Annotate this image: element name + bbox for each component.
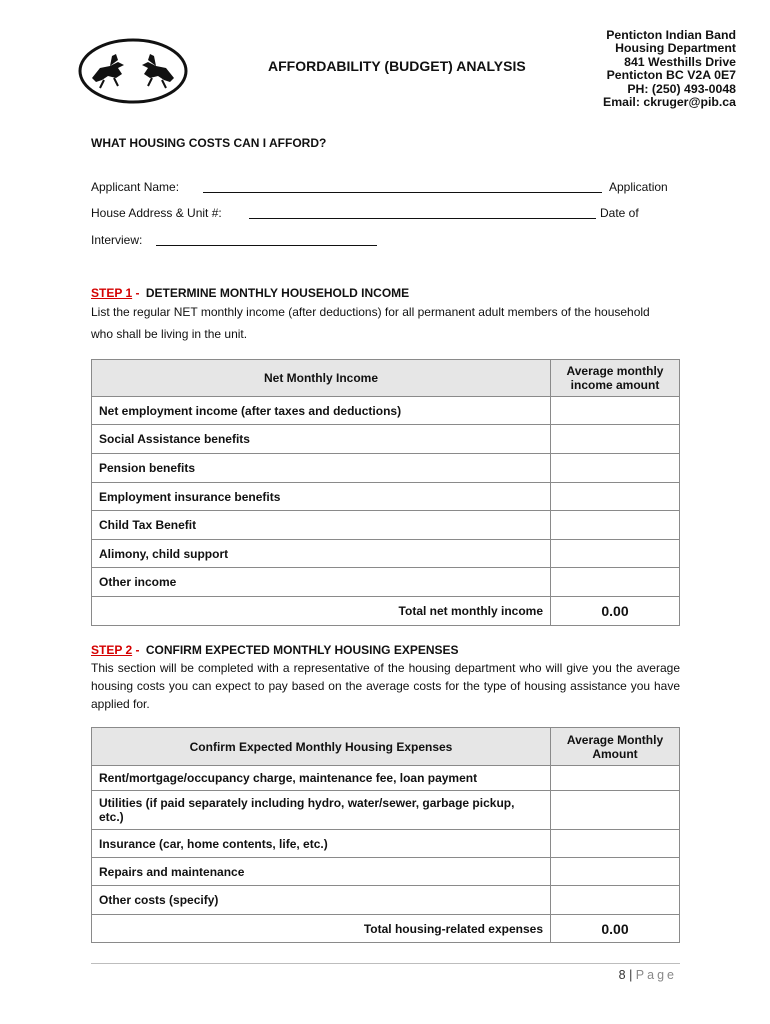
expense-amount-cell[interactable] [551,858,680,886]
house-address-label: House Address & Unit #: [91,206,222,220]
income-amount-header-line2: income amount [570,378,660,392]
step1-label: STEP 1 [91,286,133,300]
table-row [92,425,680,454]
income-row-label: Child Tax Benefit [92,511,551,540]
footer-divider [91,963,680,964]
application-label: Application [609,180,668,194]
page-word: Page [635,968,677,982]
table-row [92,454,680,483]
section-question-heading: WHAT HOUSING COSTS CAN I AFFORD? [91,136,327,150]
income-amount-cell[interactable] [551,454,680,483]
income-table [91,359,680,626]
income-table-header [92,360,680,397]
expenses-amount-header [551,728,680,766]
step1-intro [91,301,650,345]
page-separator: | [629,968,633,982]
income-col-header: Net Monthly Income [92,360,551,397]
applicant-name-field[interactable] [203,182,602,193]
expense-amount-cell[interactable] [551,791,680,830]
income-amount-cell[interactable] [551,425,680,454]
org-phone: PH: (250) 493-0048 [627,81,736,96]
table-row [92,511,680,540]
expenses-col-header: Confirm Expected Monthly Housing Expenses [92,728,551,766]
table-row [92,397,680,425]
step1-title: DETERMINE MONTHLY HOUSEHOLD INCOME [145,286,410,300]
income-amount-cell[interactable] [551,540,680,568]
income-amount-cell[interactable] [551,568,680,597]
organization-address [603,29,736,109]
expenses-total-value: 0.00 [551,915,680,943]
step1-dash: - [135,286,140,300]
interview-label: Interview: [91,233,143,247]
expenses-amount-header-line2: Amount [592,746,638,761]
expenses-total-label: Total housing-related expenses [92,915,551,943]
step2-label: STEP 2 [91,643,133,657]
income-row-label: Other income [92,568,551,597]
page-number: 8 [618,968,626,982]
income-row-label: Social Assistance benefits [92,425,551,454]
income-row-label: Alimony, child support [92,540,551,568]
date-of-label: Date of [600,206,639,220]
income-amount-cell[interactable] [551,511,680,540]
expense-row-label: Insurance (car, home contents, life, etc.) [92,830,551,858]
document-title: AFFORDABILITY (BUDGET) ANALYSIS [268,58,526,74]
expense-row-label: Repairs and maintenance [92,858,551,886]
income-total-value: 0.00 [551,597,680,626]
expense-amount-cell[interactable] [551,886,680,915]
expense-amount-cell[interactable] [551,830,680,858]
expense-row-label: Rent/mortgage/occupancy charge, maintenance fee, loan payment [92,766,551,791]
income-row-label: Net employment income (after taxes and deductions) [92,397,551,425]
expense-row-label: Other costs (specify) [92,886,551,915]
step1-heading [91,286,409,300]
applicant-name-label: Applicant Name: [91,180,180,194]
org-department: Housing Department [615,41,736,56]
step2-heading [91,643,459,657]
income-amount-cell[interactable] [551,397,680,425]
expenses-total-row [92,915,680,943]
step2-intro: This section will be completed with a representative of the housing department who will give you the average housing costs you can expect to pay based on the average costs for the type of housing assistance you have applied for. [91,661,680,711]
org-city: Penticton BC V2A 0E7 [606,68,736,83]
income-amount-cell[interactable] [551,483,680,511]
income-total-label: Total net monthly income [92,597,551,626]
step2-title: CONFIRM EXPECTED MONTHLY HOUSING EXPENSES [145,643,459,657]
house-address-field[interactable] [249,208,596,219]
income-row-label: Pension benefits [92,454,551,483]
step1-intro-line2: who shall be living in the unit. [91,327,248,341]
step1-intro-line1: List the regular NET monthly income (after deductions) for all permanent adult members of the household [91,305,650,319]
table-row [92,858,680,886]
table-row [92,483,680,511]
income-amount-header [551,360,680,397]
band-logo [78,38,188,104]
table-row [92,766,680,791]
step2-dash: - [135,643,140,657]
org-email: Email: ckruger@pib.ca [603,95,736,110]
table-row [92,568,680,597]
expenses-table-header [92,728,680,766]
table-row [92,886,680,915]
table-row [92,791,680,830]
applicant-name-row [91,180,179,194]
income-amount-header-line1: Average monthly [566,364,664,378]
expense-amount-cell[interactable] [551,766,680,791]
expenses-amount-header-line1: Average Monthly [566,732,664,747]
expenses-table [91,727,680,943]
income-row-label: Employment insurance benefits [92,483,551,511]
org-name: Penticton Indian Band [606,28,736,42]
table-row [92,830,680,858]
table-row [92,540,680,568]
interview-date-field[interactable] [156,235,377,246]
org-street: 841 Westhills Drive [624,54,736,69]
expense-row-label: Utilities (if paid separately including hydro, water/sewer, garbage pickup, etc.) [92,791,551,830]
page-footer [619,968,677,982]
income-total-row [92,597,680,626]
